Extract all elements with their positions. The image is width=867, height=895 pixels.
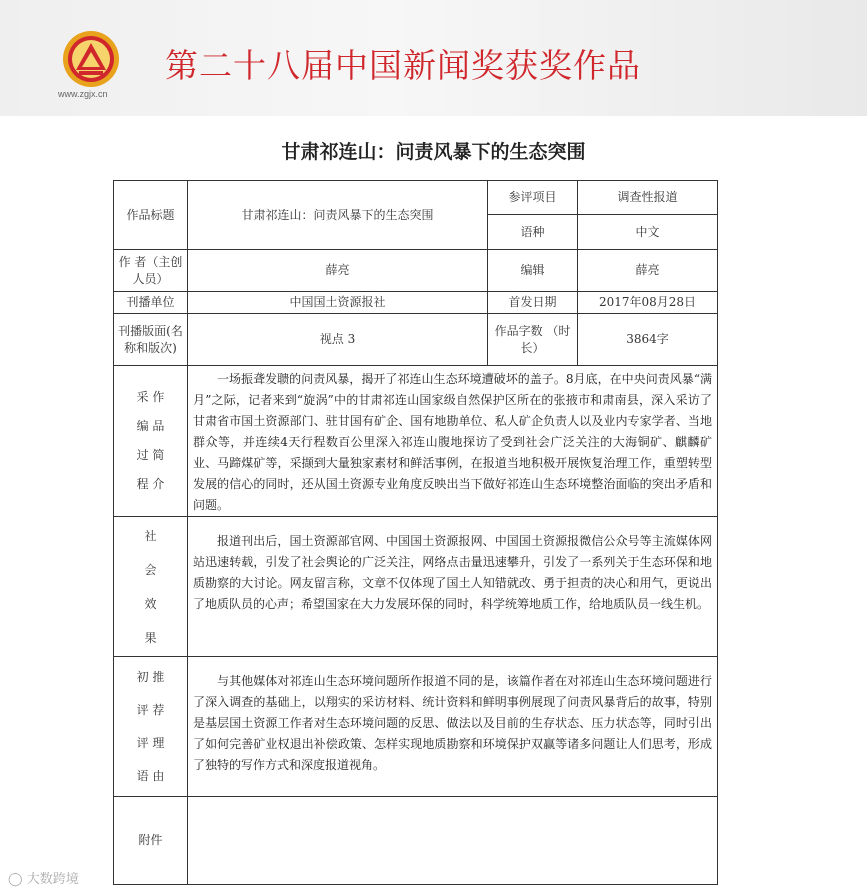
process-label: 采 作 编 品 过 简 程 介 bbox=[114, 366, 188, 517]
bubble-icon: ◯ bbox=[8, 872, 23, 887]
banner-title: 第二十八届中国新闻奖获奖作品 bbox=[165, 46, 641, 85]
attachment-value bbox=[188, 797, 718, 885]
review-text: 与其他媒体对祁连山生态环境问题所作报道不同的是，该篇作者在对祁连山生态环境问题进行了深入调查的基础上，以翔实的采访材料、统计资料和鲜明事例展现了问责风暴背后的故事，特别是基层国土资源工作者对生态环境问题的反思、做法以及目前的生存状态、压力状态等，同时引出了如何完善矿业权退出补偿政策、怎样实现地质勘察和环境保护双赢等诸多问题让人们思考，形成了独特的写作方式和深度报道视角。 bbox=[193, 674, 712, 772]
attachment-label: 附件 bbox=[114, 797, 188, 885]
publisher-label: 刊播单位 bbox=[114, 292, 188, 314]
category-label: 参评项目 bbox=[488, 181, 578, 215]
publisher-value: 中国国土资源报社 bbox=[188, 292, 488, 314]
award-emblem-icon bbox=[62, 30, 120, 88]
language-value: 中文 bbox=[578, 215, 718, 250]
submission-form-table bbox=[113, 180, 718, 885]
editor-label: 编辑 bbox=[488, 250, 578, 292]
document-title: 甘肃祁连山：问责风暴下的生态突围 bbox=[281, 141, 586, 163]
words-label: 作品字数 （时长） bbox=[488, 314, 578, 366]
category-value: 调查性报道 bbox=[578, 181, 718, 215]
author-label: 作 者（主创人员） bbox=[114, 250, 188, 292]
effect-text: 报道刊出后，国土资源部官网、中国国土资源报网、中国国土资源报微信公众号等主流媒体网站迅速转载，引发了社会舆论的广泛关注，网络点击量迅速攀升，引发了一系列关于生态环保和地质勘察的大讨论。网友留言称，文章不仅体现了国土人知错就改、勇于担责的决心和用气，更说出了地质队员的心声；希望国家在大力发展环保的同时，科学统筹地质工作，给地质队员一线生机。 bbox=[193, 534, 712, 611]
page-value: 视点 3 bbox=[188, 314, 488, 366]
watermark-text: 大数跨境 bbox=[26, 872, 79, 887]
date-value: 2017年08月28日 bbox=[578, 292, 718, 314]
work-title-value: 甘肃祁连山：问责风暴下的生态突围 bbox=[188, 181, 488, 250]
date-label: 首发日期 bbox=[488, 292, 578, 314]
page-label: 刊播版面(名称和版次) bbox=[114, 314, 188, 366]
words-value: 3864字 bbox=[578, 314, 718, 366]
work-title-label: 作品标题 bbox=[114, 181, 188, 250]
review-label: 初 推 评 荐 评 理 语 由 bbox=[114, 657, 188, 797]
header-banner bbox=[0, 0, 867, 116]
effect-label: 社 会 效 果 bbox=[114, 517, 188, 657]
language-label: 语种 bbox=[488, 215, 578, 250]
watermark bbox=[8, 868, 79, 887]
editor-value: 薛亮 bbox=[578, 250, 718, 292]
author-value: 薛亮 bbox=[188, 250, 488, 292]
site-url: www.zgjx.cn bbox=[58, 89, 108, 99]
process-text: 一场振聋发聩的问责风暴，揭开了祁连山生态环境遭破坏的盖子。8月底，在中央问责风暴“满月”之际，记者来到“旋涡”中的甘肃祁连山国家级自然保护区所在的张掖市和肃南县，深入采访了甘肃省市国土资源部门、驻甘国有矿企、国有地勘单位、私人矿企负责人以及业内专家学者、当地群众等，并连续4天行程数百公里深入祁连山腹地探访了受到社会广泛关注的大海铜矿、麒麟矿业、马蹄煤矿等，采撷到大量独家素材和鲜活事例，在报道当地积极开展恢复治理工作，重塑转型发展的信心的同时，还从国土资源专业角度反映出当下做好祁连山生态环境整治面临的突出矛盾和问题。 bbox=[193, 372, 712, 512]
